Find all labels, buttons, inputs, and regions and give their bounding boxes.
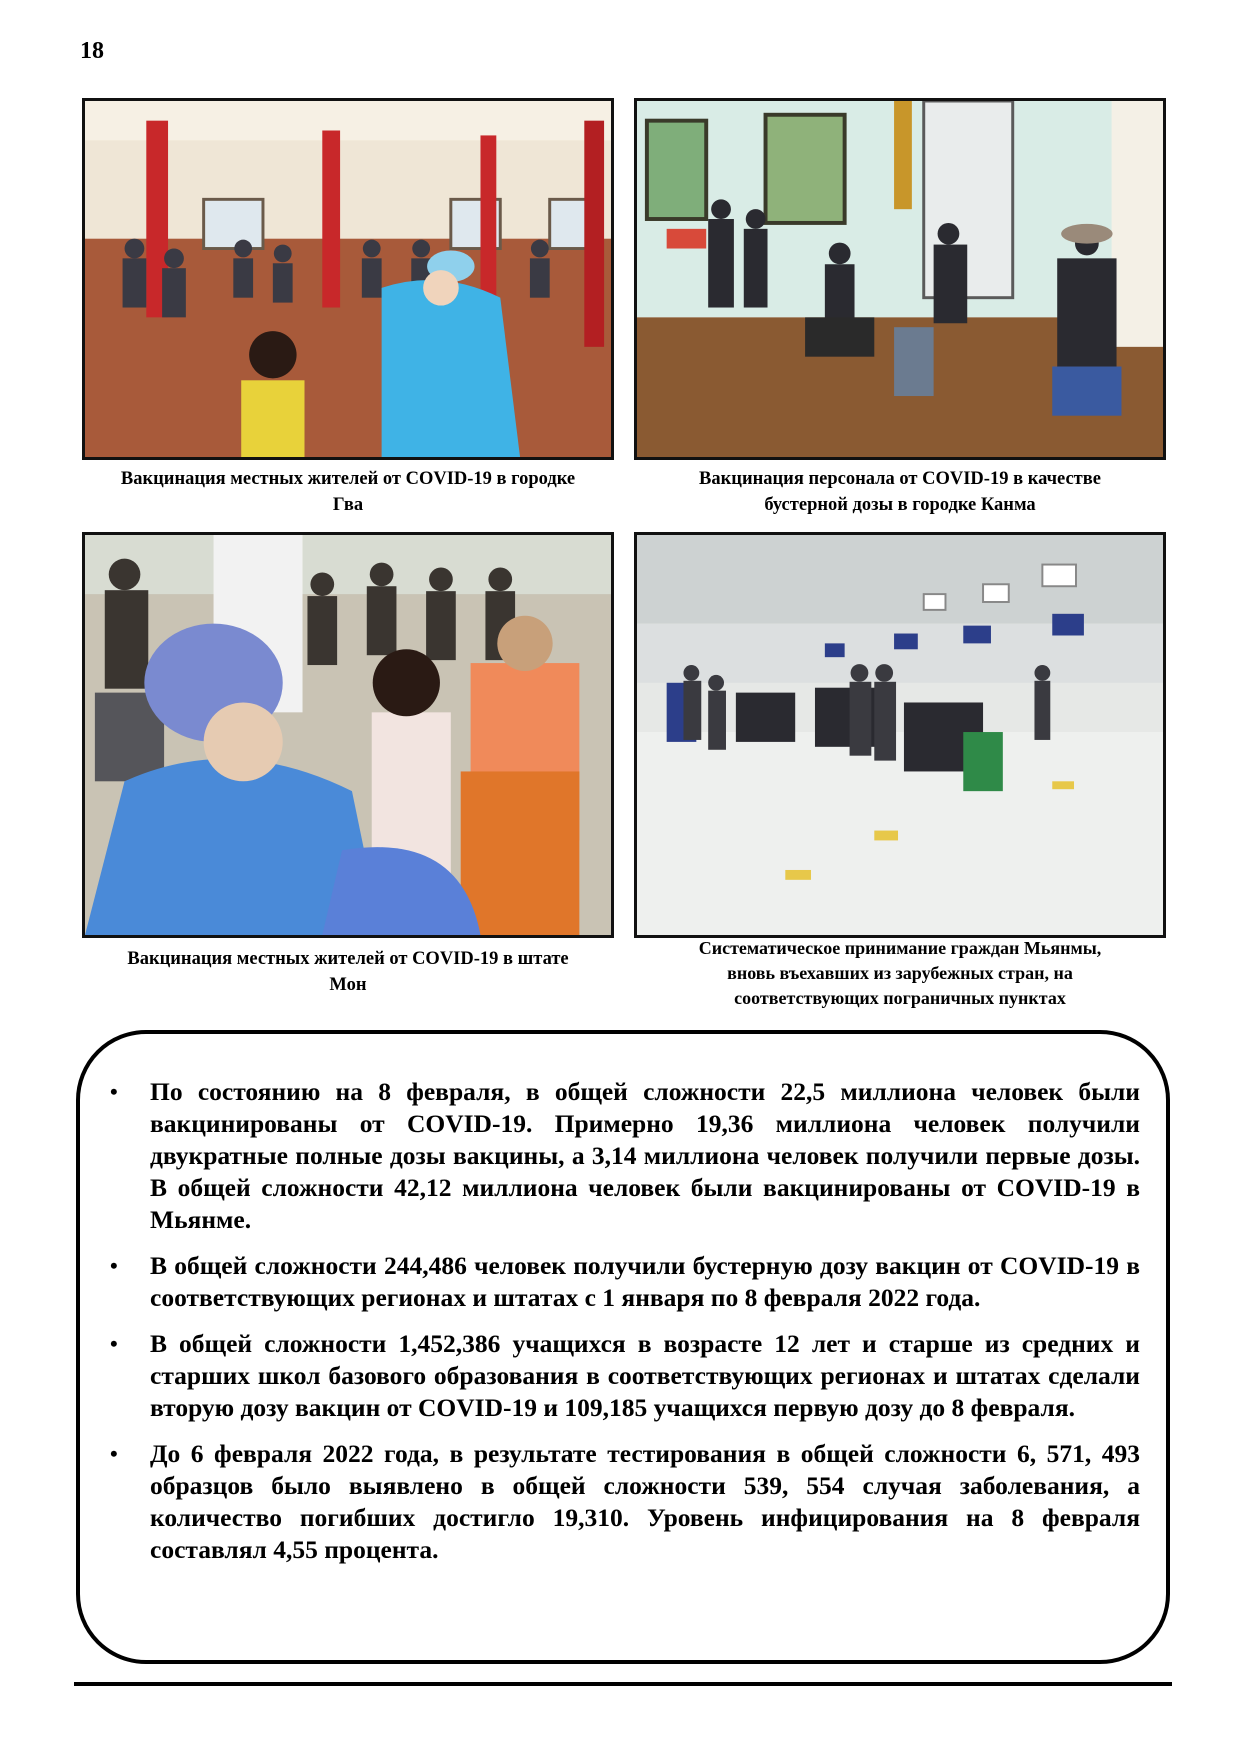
- photo-booster-kanma: [634, 98, 1166, 460]
- list-item: • По состоянию на 8 февраля, в общей сложности 22,5 миллиона человек были вакцинированы от COVID-19. Примерно 19,36 миллиона человек получили двукратные полные дозы вакцины, а 3,14 миллиона человек получили первые дозы. В общей сложности 42,12 миллиона человек были вакцинированы от COVID-19 в Мьянме.: [110, 1077, 1140, 1234]
- caption-vaccination-mon: Вакцинация местных жителей от COVID-19 в штате Мон: [127, 949, 569, 995]
- photo-border-checkpoint: [634, 532, 1166, 938]
- bullet-dot: •: [110, 1079, 118, 1104]
- bullet-dot: •: [110, 1441, 118, 1466]
- list-item: • В общей сложности 244,486 человек получили бустерную дозу вакцин от COVID-19 в соответствующих регионах и штатах с 1 января по 8 февраля 2022 года.: [110, 1251, 1140, 1312]
- page-number: 18: [80, 38, 104, 64]
- list-item: • До 6 февраля 2022 года, в результате тестирования в общей сложности 6, 571, 493 образцов было выявлено в общей сложности 539, 554 случая заболевания, а количество погибших достигло 19,310. Уровень инфицирования на 8 февраля составлял 4,55 процента.: [110, 1439, 1140, 1564]
- bullet-dot: •: [110, 1253, 118, 1278]
- caption-border-checkpoint: Систематическое принимание граждан Мьянмы, вновь въехавших из зарубежных стран, на соответствующих пограничных пунктах: [698, 938, 1102, 1008]
- photo-vaccination-mon: [82, 532, 614, 938]
- caption-booster-kanma: Вакцинация персонала от COVID-19 в качестве бустерной дозы в городке Канма: [699, 469, 1101, 515]
- bullet-dot: •: [110, 1331, 118, 1356]
- caption-vaccination-gwa: Вакцинация местных жителей от COVID-19 в городке Гва: [120, 469, 576, 515]
- summary-box: [76, 1030, 1170, 1664]
- list-item: • В общей сложности 1,452,386 учащихся в возрасте 12 лет и старше из средних и старших школ базового образования в соответствующих регионах и штатах сделали вторую дозу вакцин от COVID-19 и 109,185 учащихся первую дозу до 8 февраля.: [110, 1329, 1140, 1422]
- summary-bullet-list: [110, 1076, 1140, 1580]
- photo-vaccination-gwa: [82, 98, 614, 460]
- footer-rule: [74, 1682, 1172, 1686]
